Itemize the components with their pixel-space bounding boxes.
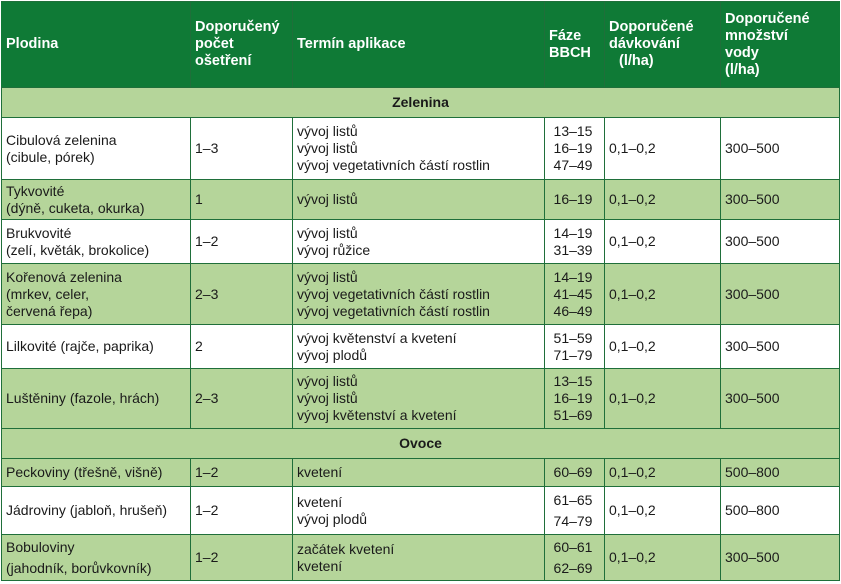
treatment-count: 1–3: [191, 118, 293, 180]
bbch-phase: 14–19 41–45 46–49: [545, 264, 605, 325]
crop-name: Kořenová zelenina (mrkev, celer, červená řepa): [2, 264, 191, 325]
header-bbch: Fáze BBCH: [545, 2, 605, 88]
water-amount: 300–500: [721, 369, 840, 429]
water-amount: 300–500: [721, 118, 840, 180]
treatment-count: 1: [191, 180, 293, 220]
table-row: [2, 487, 840, 535]
header-davkovani: Doporučené dávkování (l/ha): [605, 2, 721, 88]
water-amount: 300–500: [721, 535, 840, 581]
table-row: [2, 459, 840, 487]
crop-name: Brukvovité (zelí, květák, brokolice): [2, 220, 191, 264]
table-row: [2, 118, 840, 180]
treatment-count: 2–3: [191, 264, 293, 325]
water-amount: 300–500: [721, 325, 840, 369]
application-term: vývoj květenství a kvetení vývoj plodů: [293, 325, 545, 369]
section-row-zelenina: [2, 88, 840, 118]
treatment-count: 2: [191, 325, 293, 369]
crop-name: Tykvovité (dýně, cuketa, okurka): [2, 180, 191, 220]
crop-table: [1, 1, 840, 581]
application-term: vývoj listů vývoj vegetativních částí rostlin vývoj vegetativních částí rostlin: [293, 264, 545, 325]
header-row: [2, 2, 840, 88]
table-row: [2, 264, 840, 325]
application-term: kvetení vývoj plodů: [293, 487, 545, 535]
header-pocet: Doporučený počet ošetření: [191, 2, 293, 88]
dose: 0,1–0,2: [605, 487, 721, 535]
bbch-phase: 13–15 16–19 47–49: [545, 118, 605, 180]
crop-name: Lilkovité (rajče, paprika): [2, 325, 191, 369]
section-label: Zelenina: [2, 88, 840, 118]
table-row: [2, 180, 840, 220]
application-term: vývoj listů vývoj listů vývoj květenství a kvetení: [293, 369, 545, 429]
crop-name: Peckoviny (třešně, višně): [2, 459, 191, 487]
water-amount: 500–800: [721, 487, 840, 535]
treatment-count: 1–2: [191, 487, 293, 535]
application-term: vývoj listů: [293, 180, 545, 220]
dose: 0,1–0,2: [605, 220, 721, 264]
table-row: [2, 535, 840, 581]
bbch-phase: 61–65 74–79: [545, 487, 605, 535]
dose: 0,1–0,2: [605, 264, 721, 325]
crop-name: Cibulová zelenina (cibule, pórek): [2, 118, 191, 180]
dose: 0,1–0,2: [605, 325, 721, 369]
dose: 0,1–0,2: [605, 118, 721, 180]
bbch-phase: 13–15 16–19 51–69: [545, 369, 605, 429]
treatment-count: 1–2: [191, 220, 293, 264]
table-row: [2, 325, 840, 369]
section-label: Ovoce: [2, 429, 840, 459]
header-plodina: Plodina: [2, 2, 191, 88]
water-amount: 300–500: [721, 180, 840, 220]
crop-name: Luštěniny (fazole, hrách): [2, 369, 191, 429]
crop-name: Bobuloviny (jahodník, borůvkovník): [2, 535, 191, 581]
bbch-phase: 16–19: [545, 180, 605, 220]
bbch-phase: 14–19 31–39: [545, 220, 605, 264]
crop-name: Jádroviny (jabloň, hrušeň): [2, 487, 191, 535]
header-termin: Termín aplikace: [293, 2, 545, 88]
treatment-count: 1–2: [191, 459, 293, 487]
bbch-phase: 60–69: [545, 459, 605, 487]
treatment-count: 1–2: [191, 535, 293, 581]
water-amount: 500–800: [721, 459, 840, 487]
bbch-phase: 51–59 71–79: [545, 325, 605, 369]
water-amount: 300–500: [721, 264, 840, 325]
application-term: vývoj listů vývoj růžice: [293, 220, 545, 264]
table-row: [2, 220, 840, 264]
dose: 0,1–0,2: [605, 180, 721, 220]
bbch-phase: 60–61 62–69: [545, 535, 605, 581]
application-term: začátek kvetení kvetení: [293, 535, 545, 581]
water-amount: 300–500: [721, 220, 840, 264]
section-row-ovoce: [2, 429, 840, 459]
table-row: [2, 369, 840, 429]
dose: 0,1–0,2: [605, 535, 721, 581]
dose: 0,1–0,2: [605, 369, 721, 429]
header-voda: Doporučené množství vody (l/ha): [721, 2, 840, 88]
application-term: vývoj listů vývoj listů vývoj vegetativních částí rostlin: [293, 118, 545, 180]
application-term: kvetení: [293, 459, 545, 487]
dose: 0,1–0,2: [605, 459, 721, 487]
treatment-count: 2–3: [191, 369, 293, 429]
